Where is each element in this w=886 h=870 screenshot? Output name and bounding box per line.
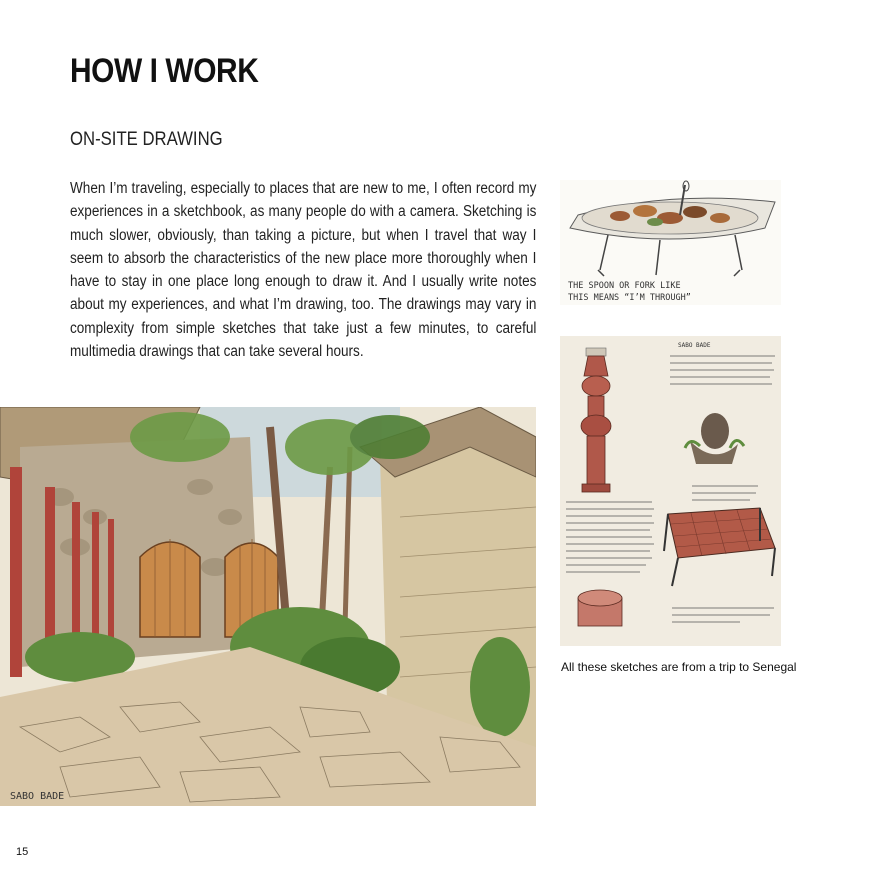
body-paragraph: When I’m traveling, especially to places that are new to me, I often record my experiences in a sketchbook, as many people do with a camera. Sketching is much slower, obviously, than taking a picture, but when I travel that way I seem to absorb the characteristics of the new place more thoroughly when I have to stay in one place long enough to draw it. And I usually write notes about my experiences, and what I’m drawing, too. The drawings may vary in complexity from simple sketches that take just a few minutes, to careful multimedia drawings that can take several hours.: [70, 180, 537, 361]
page-number: 15: [16, 846, 29, 858]
figure-caption: All these sketches are from a trip to Senegal: [561, 660, 797, 674]
section-title: ON-SITE DRAWING: [70, 129, 223, 150]
page-title: HOW I WORK: [70, 52, 259, 90]
sketchbook-heading: SABO BADE: [678, 342, 711, 349]
courtyard-painting: [0, 407, 536, 806]
platter-note-line2: THIS MEANS “I’M THROUGH”: [568, 293, 691, 303]
platter-sketch: [560, 180, 781, 305]
platter-note-line1: THE SPOON OR FORK LIKE: [568, 281, 681, 291]
sketchbook-page: [560, 336, 781, 646]
courtyard-signature: SABO BADE: [10, 791, 65, 802]
